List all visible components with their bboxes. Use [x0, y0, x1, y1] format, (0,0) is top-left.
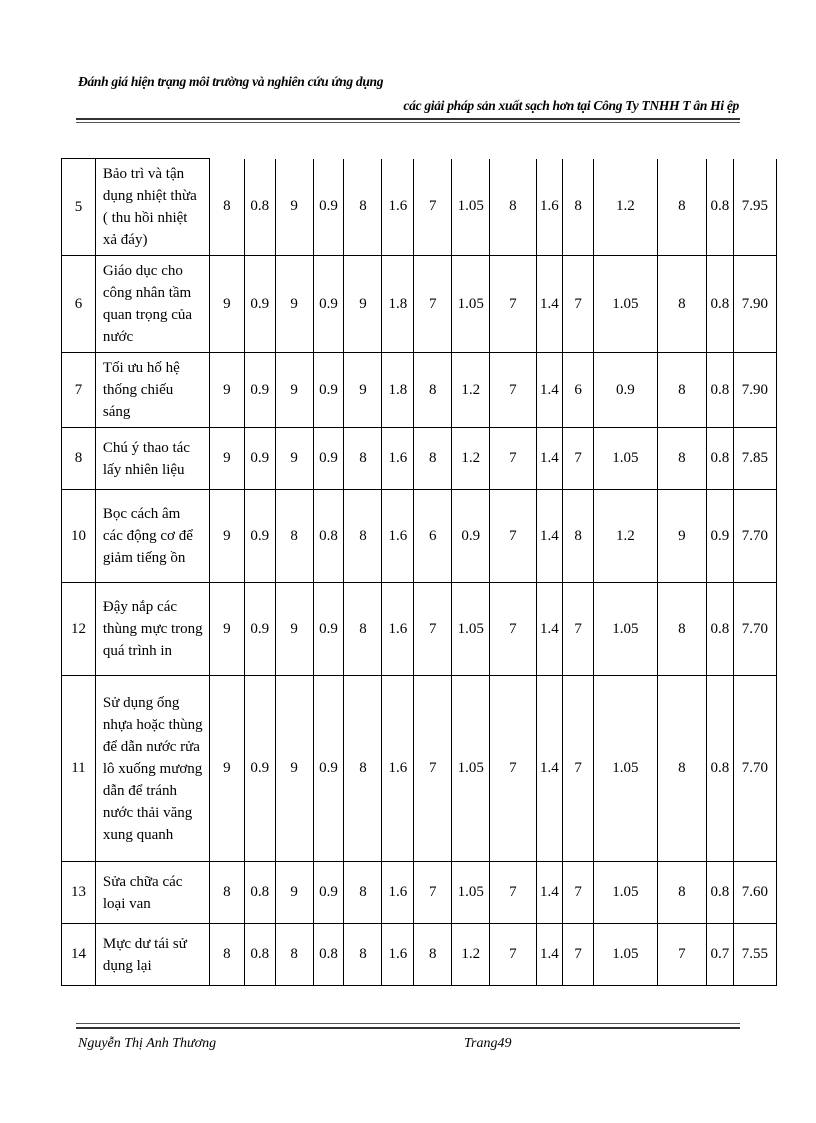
score-cell: 8 [209, 924, 244, 986]
score-cell: 1.6 [382, 862, 414, 924]
total-score-cell: 7.90 [733, 256, 776, 353]
score-cell: 8 [344, 583, 382, 676]
score-cell: 9 [209, 490, 244, 583]
solution-description: Đậy nắp các thùng mực trong quá trình in [95, 583, 209, 676]
score-cell: 7 [490, 583, 536, 676]
score-cell: 9 [209, 676, 244, 862]
row-number: 6 [62, 256, 96, 353]
score-cell: 8 [657, 353, 706, 428]
score-cell: 7 [657, 924, 706, 986]
score-cell: 7 [563, 583, 594, 676]
table-row [62, 924, 777, 986]
score-cell: 1.05 [452, 159, 490, 256]
score-cell: 7 [563, 256, 594, 353]
table-row [62, 353, 777, 428]
total-score-cell: 7.85 [733, 428, 776, 490]
total-score-cell: 7.70 [733, 676, 776, 862]
score-cell: 0.9 [313, 256, 344, 353]
score-cell: 1.4 [536, 862, 563, 924]
score-cell: 7 [414, 862, 452, 924]
score-cell: 1.4 [536, 428, 563, 490]
score-cell: 7 [414, 583, 452, 676]
table-row [62, 159, 777, 256]
score-cell: 0.9 [244, 676, 275, 862]
footer-rule-thick [76, 1027, 740, 1029]
score-cell: 0.8 [707, 583, 734, 676]
score-cell: 8 [344, 924, 382, 986]
score-cell: 1.2 [594, 159, 658, 256]
score-cell: 0.9 [313, 862, 344, 924]
score-cell: 8 [657, 583, 706, 676]
score-cell: 0.8 [707, 428, 734, 490]
score-cell: 0.8 [707, 862, 734, 924]
score-cell: 0.8 [707, 353, 734, 428]
row-number: 13 [62, 862, 96, 924]
score-cell: 1.2 [452, 353, 490, 428]
score-cell: 1.6 [382, 159, 414, 256]
score-cell: 0.9 [244, 353, 275, 428]
score-cell: 0.9 [244, 428, 275, 490]
score-cell: 1.6 [382, 583, 414, 676]
score-cell: 8 [344, 428, 382, 490]
score-cell: 1.6 [382, 428, 414, 490]
score-cell: 8 [344, 862, 382, 924]
header-rule-thick [76, 118, 740, 120]
row-number: 7 [62, 353, 96, 428]
score-cell: 7 [490, 353, 536, 428]
score-cell: 1.05 [452, 583, 490, 676]
score-cell: 6 [414, 490, 452, 583]
score-cell: 0.9 [313, 583, 344, 676]
solution-description: Bảo trì và tận dụng nhiệt thừa ( thu hồi nhiệt xả đáy) [95, 159, 209, 256]
score-cell: 0.8 [707, 676, 734, 862]
score-cell: 9 [344, 353, 382, 428]
score-cell: 9 [275, 159, 313, 256]
score-cell: 7 [563, 676, 594, 862]
row-number: 10 [62, 490, 96, 583]
solution-description: Sửa chữa các loại van [95, 862, 209, 924]
score-cell: 8 [563, 490, 594, 583]
score-cell: 1.8 [382, 256, 414, 353]
total-score-cell: 7.95 [733, 159, 776, 256]
score-cell: 1.05 [594, 862, 658, 924]
score-cell: 0.9 [244, 583, 275, 676]
score-cell: 8 [275, 490, 313, 583]
score-cell: 1.05 [594, 428, 658, 490]
solution-description: Bọc cách âm các động cơ để giảm tiếng ồn [95, 490, 209, 583]
score-cell: 1.4 [536, 353, 563, 428]
score-cell: 8 [414, 428, 452, 490]
score-cell: 8 [344, 676, 382, 862]
score-cell: 8 [490, 159, 536, 256]
score-cell: 1.4 [536, 490, 563, 583]
score-cell: 7 [490, 256, 536, 353]
score-cell: 0.8 [313, 924, 344, 986]
score-cell: 9 [209, 583, 244, 676]
row-number: 8 [62, 428, 96, 490]
score-cell: 8 [275, 924, 313, 986]
solution-description: Mực dư tái sử dụng lại [95, 924, 209, 986]
score-cell: 1.05 [452, 862, 490, 924]
score-cell: 0.9 [244, 256, 275, 353]
header-rule-thin [76, 122, 740, 123]
score-cell: 1.05 [594, 676, 658, 862]
score-cell: 8 [344, 159, 382, 256]
score-cell: 7 [490, 490, 536, 583]
score-cell: 1.4 [536, 676, 563, 862]
score-cell: 8 [563, 159, 594, 256]
score-cell: 0.8 [707, 159, 734, 256]
total-score-cell: 7.55 [733, 924, 776, 986]
table-row [62, 428, 777, 490]
score-cell: 8 [657, 159, 706, 256]
score-cell: 1.05 [452, 676, 490, 862]
total-score-cell: 7.70 [733, 583, 776, 676]
score-cell: 1.6 [382, 676, 414, 862]
total-score-cell: 7.60 [733, 862, 776, 924]
score-cell: 1.6 [382, 490, 414, 583]
score-cell: 1.2 [452, 924, 490, 986]
footer-rule-thin [76, 1023, 740, 1024]
score-cell: 1.05 [594, 583, 658, 676]
score-cell: 9 [209, 428, 244, 490]
table-row [62, 583, 777, 676]
score-cell: 1.4 [536, 583, 563, 676]
footer-page-number: Trang49 [464, 1036, 512, 1051]
score-cell: 0.8 [244, 924, 275, 986]
score-cell: 1.6 [382, 924, 414, 986]
total-score-cell: 7.90 [733, 353, 776, 428]
table-row [62, 490, 777, 583]
score-cell: 0.8 [244, 862, 275, 924]
header-title-line1: Đánh giá hiện trạng môi trường và nghiên cứu ứng dụng [78, 74, 384, 89]
score-cell: 9 [209, 353, 244, 428]
evaluation-table [61, 158, 777, 986]
solution-description: Giáo dục cho công nhân tầm quan trọng của nước [95, 256, 209, 353]
score-cell: 8 [209, 159, 244, 256]
score-cell: 1.05 [594, 924, 658, 986]
score-cell: 0.9 [707, 490, 734, 583]
score-cell: 8 [344, 490, 382, 583]
score-cell: 7 [490, 428, 536, 490]
row-number: 11 [62, 676, 96, 862]
score-cell: 7 [414, 159, 452, 256]
score-cell: 1.8 [382, 353, 414, 428]
score-cell: 7 [490, 924, 536, 986]
score-cell: 7 [490, 862, 536, 924]
score-cell: 9 [275, 256, 313, 353]
score-cell: 0.7 [707, 924, 734, 986]
score-cell: 9 [275, 353, 313, 428]
score-cell: 0.9 [313, 428, 344, 490]
row-number: 12 [62, 583, 96, 676]
score-cell: 0.9 [244, 490, 275, 583]
score-cell: 9 [275, 583, 313, 676]
score-cell: 9 [344, 256, 382, 353]
score-cell: 8 [657, 676, 706, 862]
score-cell: 7 [490, 676, 536, 862]
score-cell: 1.4 [536, 256, 563, 353]
score-cell: 8 [657, 428, 706, 490]
score-cell: 8 [414, 353, 452, 428]
score-cell: 9 [275, 676, 313, 862]
score-cell: 1.05 [594, 256, 658, 353]
total-score-cell: 7.70 [733, 490, 776, 583]
score-cell: 9 [275, 428, 313, 490]
score-cell: 7 [414, 676, 452, 862]
score-cell: 0.8 [313, 490, 344, 583]
score-cell: 8 [414, 924, 452, 986]
score-cell: 9 [275, 862, 313, 924]
table-row [62, 256, 777, 353]
score-cell: 0.9 [313, 159, 344, 256]
header-title-line2: các giải pháp sản xuất sạch hơn tại Công Ty TNHH T ân Hi ệp [403, 98, 739, 113]
score-cell: 0.9 [594, 353, 658, 428]
score-cell: 9 [657, 490, 706, 583]
table-row [62, 676, 777, 862]
score-cell: 1.4 [536, 924, 563, 986]
score-cell: 0.9 [313, 353, 344, 428]
score-cell: 7 [414, 256, 452, 353]
score-cell: 8 [657, 256, 706, 353]
score-cell: 7 [563, 924, 594, 986]
score-cell: 8 [657, 862, 706, 924]
score-cell: 1.2 [452, 428, 490, 490]
table-row [62, 862, 777, 924]
solution-description: Chú ý thao tác lấy nhiên liệu [95, 428, 209, 490]
score-cell: 1.6 [536, 159, 563, 256]
footer-author: Nguyễn Thị Anh Thương [78, 1036, 217, 1051]
score-cell: 0.9 [313, 676, 344, 862]
solution-description: Sử dụng ống nhựa hoặc thùng để dẫn nước rửa lô xuống mương dẫn để tránh nước thải văng xung quanh [95, 676, 209, 862]
score-cell: 6 [563, 353, 594, 428]
score-cell: 0.9 [452, 490, 490, 583]
score-cell: 0.8 [244, 159, 275, 256]
score-cell: 7 [563, 428, 594, 490]
score-cell: 8 [209, 862, 244, 924]
score-cell: 9 [209, 256, 244, 353]
row-number: 14 [62, 924, 96, 986]
score-cell: 7 [563, 862, 594, 924]
row-number: 5 [62, 159, 96, 256]
score-cell: 1.2 [594, 490, 658, 583]
score-cell: 1.05 [452, 256, 490, 353]
score-cell: 0.8 [707, 256, 734, 353]
solution-description: Tối ưu hố hệ thống chiếu sáng [95, 353, 209, 428]
